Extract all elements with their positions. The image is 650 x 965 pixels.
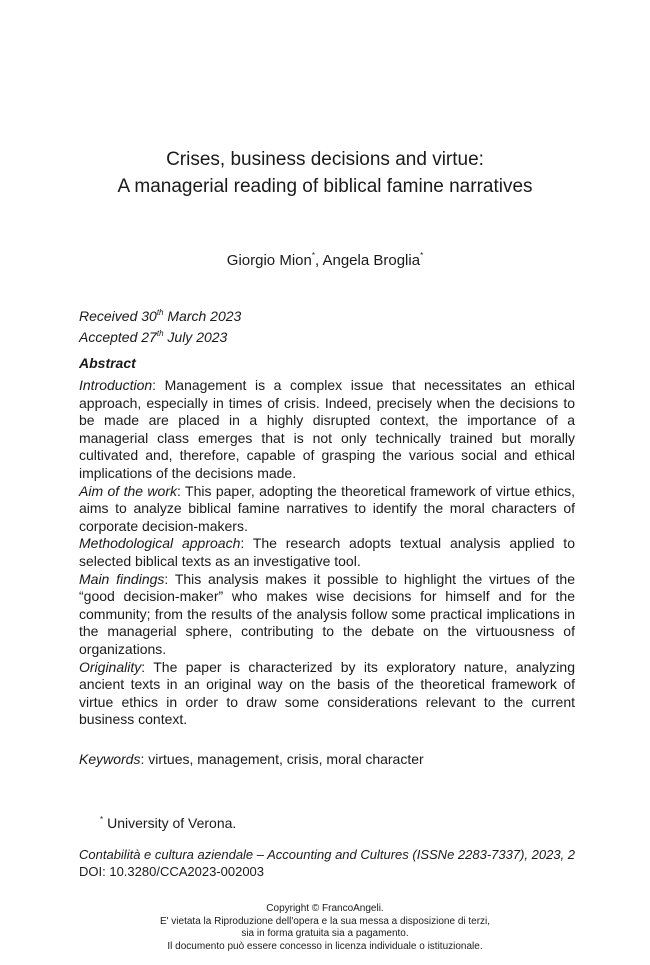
authors [0,251,650,269]
abstract-section [79,659,575,729]
abstract-section [79,535,575,570]
abstract-section-label: Introduction [79,377,153,393]
paper-title-line-1: Crises, business decisions and virtue: [166,149,484,170]
abstract-section-text: : The paper is characterized by its exploratory nature, analyzing ancient texts in an original way on the basis of the theoretical framework of virtue ethics in order to draw some considerations relevant to the current business context. [79,658,575,728]
paper-title-line-2: A managerial reading of biblical famine narratives [117,176,533,197]
abstract-section-text: : The research adopts textual analysis applied to selected biblical texts as an investigative tool. [79,535,575,569]
copyright-line: Il documento può essere concesso in licenza individuale o istituzionale. [167,940,483,952]
abstract-section-text: : This paper, adopting the theoretical framework of virtue ethics, aims to analyze biblical famine narratives to identify the moral characters of corporate decision-makers. [79,482,575,534]
abstract-section-label: Methodological approach [79,535,241,552]
abstract-section [79,377,575,483]
copyright-line: Copyright © FrancoAngeli. [266,903,384,914]
author-name: Angela Broglia [322,252,421,269]
copyright-notice [0,903,650,953]
keywords-text: : virtues, management, crisis, moral character [140,751,424,767]
author-separator: , [314,252,323,269]
footnote-text: University of Verona. [107,815,237,831]
accepted-date: Accepted 27th July 2023 [79,329,228,345]
journal-citation: Contabilità e cultura aziendale – Accounting and Cultures (ISSNe 2283-7337), 2023, 2 [79,847,575,862]
abstract-body [79,377,575,729]
journal-info [79,846,575,880]
copyright-line: sia in forma gratuita sia a pagamento. [241,928,409,939]
abstract-section [79,483,575,536]
abstract-section-label: Originality [79,658,142,675]
abstract-section-label: Aim of the work [79,482,177,499]
keywords-label: Keywords [79,751,141,767]
author-affiliation-mark: * [311,251,315,260]
received-date: Received 30th March 2023 [79,308,242,324]
abstract-section-text: : This analysis makes it possible to highlight the virtues of the “good decision-maker” who makes wise decisions for himself and for the community; from the results of the analysis follow some practical implications in the managerial sphere, contributing to the debate on the virtuousness of organizations. [79,570,575,657]
abstract-section-label: Main findings [79,570,165,587]
author-affiliation-mark: * [420,251,424,260]
abstract-heading: Abstract [79,355,136,371]
author-name: Giorgio Mion [226,252,312,269]
footnote-mark: * [100,815,104,824]
copyright-line: E' vietata la Riproduzione dell'opera e la sua messa a disposizione di terzi, [159,915,491,927]
journal-doi: DOI: 10.3280/CCA2023-002003 [79,864,265,879]
abstract-section-text: : Management is a complex issue that necessitates an ethical approach, especially in times of crisis. Indeed, precisely when the decisions to be made are placed in a highly disrupted context, the importance of a managerial class emerges that is not only technically trained but morally cultivated and, therefore, capable of grasping the various social and ethical implications of the decisions made. [79,377,575,481]
affiliation-footnote [100,815,236,831]
abstract-section [79,571,575,659]
keywords [79,750,424,768]
submission-dates [79,304,241,346]
